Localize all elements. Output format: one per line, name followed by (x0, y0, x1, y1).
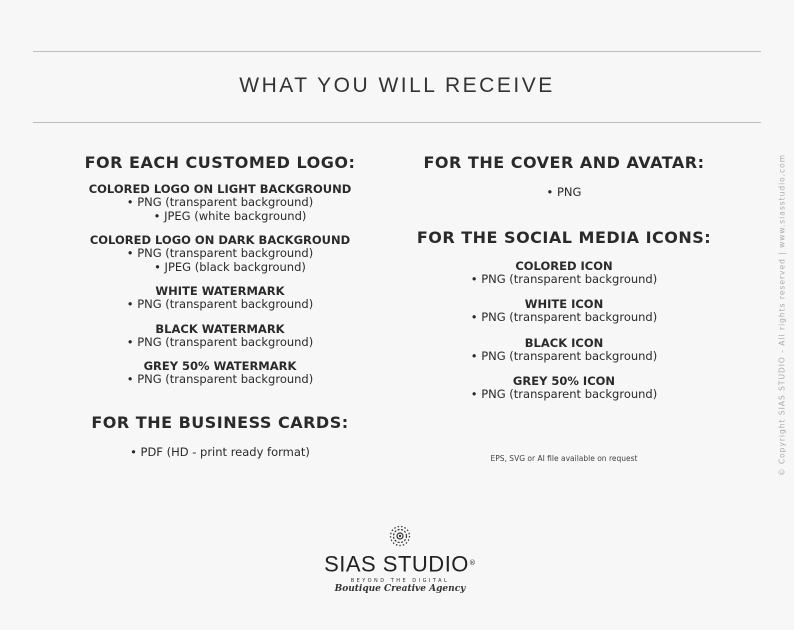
brand-script: Boutique Creative Agency (334, 584, 466, 595)
list-item: • JPEG (white background) (153, 208, 307, 223)
page-title: WHAT YOU WILL RECEIVE (239, 74, 555, 97)
list-item: • PNG (transparent background) (126, 334, 314, 349)
cover-social-deliverables (405, 153, 723, 470)
group-title: COLORED LOGO ON LIGHT BACKGROUND (88, 182, 352, 196)
group (405, 297, 723, 325)
brand-logo (320, 525, 480, 594)
group (60, 233, 380, 274)
group (405, 336, 723, 364)
brand-tagline: BEYOND THE DIGITAL (350, 578, 450, 585)
list-item: • PDF (HD - print ready format) (130, 444, 310, 459)
section-heading: FOR THE SOCIAL MEDIA ICONS: (416, 227, 712, 247)
list-item: • JPEG (black background) (154, 259, 306, 274)
list-item: • PNG (transparent background) (470, 271, 658, 286)
mandala-icon (388, 525, 412, 547)
list-item: • PNG (transparent background) (126, 195, 314, 209)
group-title: GREY 50% ICON (512, 374, 616, 388)
group (60, 182, 380, 223)
copyright-text: © Copyright SIAS STUDIO - All rights reserved | www.siasstudio.com (777, 153, 787, 477)
logo-deliverables (60, 153, 380, 459)
section-heading: FOR THE BUSINESS CARDS: (91, 412, 349, 432)
file-note: EPS, SVG or AI file available on request (490, 453, 638, 463)
group-title: BLACK ICON (524, 335, 604, 350)
registered-mark: ® (468, 559, 476, 567)
group-title: WHITE WATERMARK (155, 284, 285, 298)
group-title: WHITE ICON (524, 297, 604, 311)
group-title: BLACK WATERMARK (155, 321, 285, 336)
list-item: • PNG (transparent background) (126, 246, 314, 260)
divider-bottom (33, 122, 761, 123)
group (405, 374, 723, 402)
list-item: • PNG (transparent background) (470, 387, 658, 401)
list-item: • PNG (transparent background) (470, 348, 658, 363)
list-item: • PNG (transparent background) (126, 372, 314, 386)
list-item: • PNG (transparent background) (126, 297, 314, 311)
divider-top (33, 51, 761, 52)
group (60, 322, 380, 350)
list-item: • PNG (546, 185, 582, 199)
section-heading: FOR THE COVER AND AVATAR: (423, 153, 705, 172)
section-heading: FOR EACH CUSTOMED LOGO: (84, 153, 356, 172)
group-title: COLORED ICON (515, 258, 613, 273)
group (405, 259, 723, 287)
group (60, 359, 380, 387)
brand-name: SIAS STUDIO (324, 551, 469, 577)
group-title: COLORED LOGO ON DARK BACKGROUND (89, 233, 351, 247)
list-item: • PNG (transparent background) (470, 310, 658, 324)
group-title: GREY 50% WATERMARK (143, 359, 297, 373)
group (60, 284, 380, 312)
